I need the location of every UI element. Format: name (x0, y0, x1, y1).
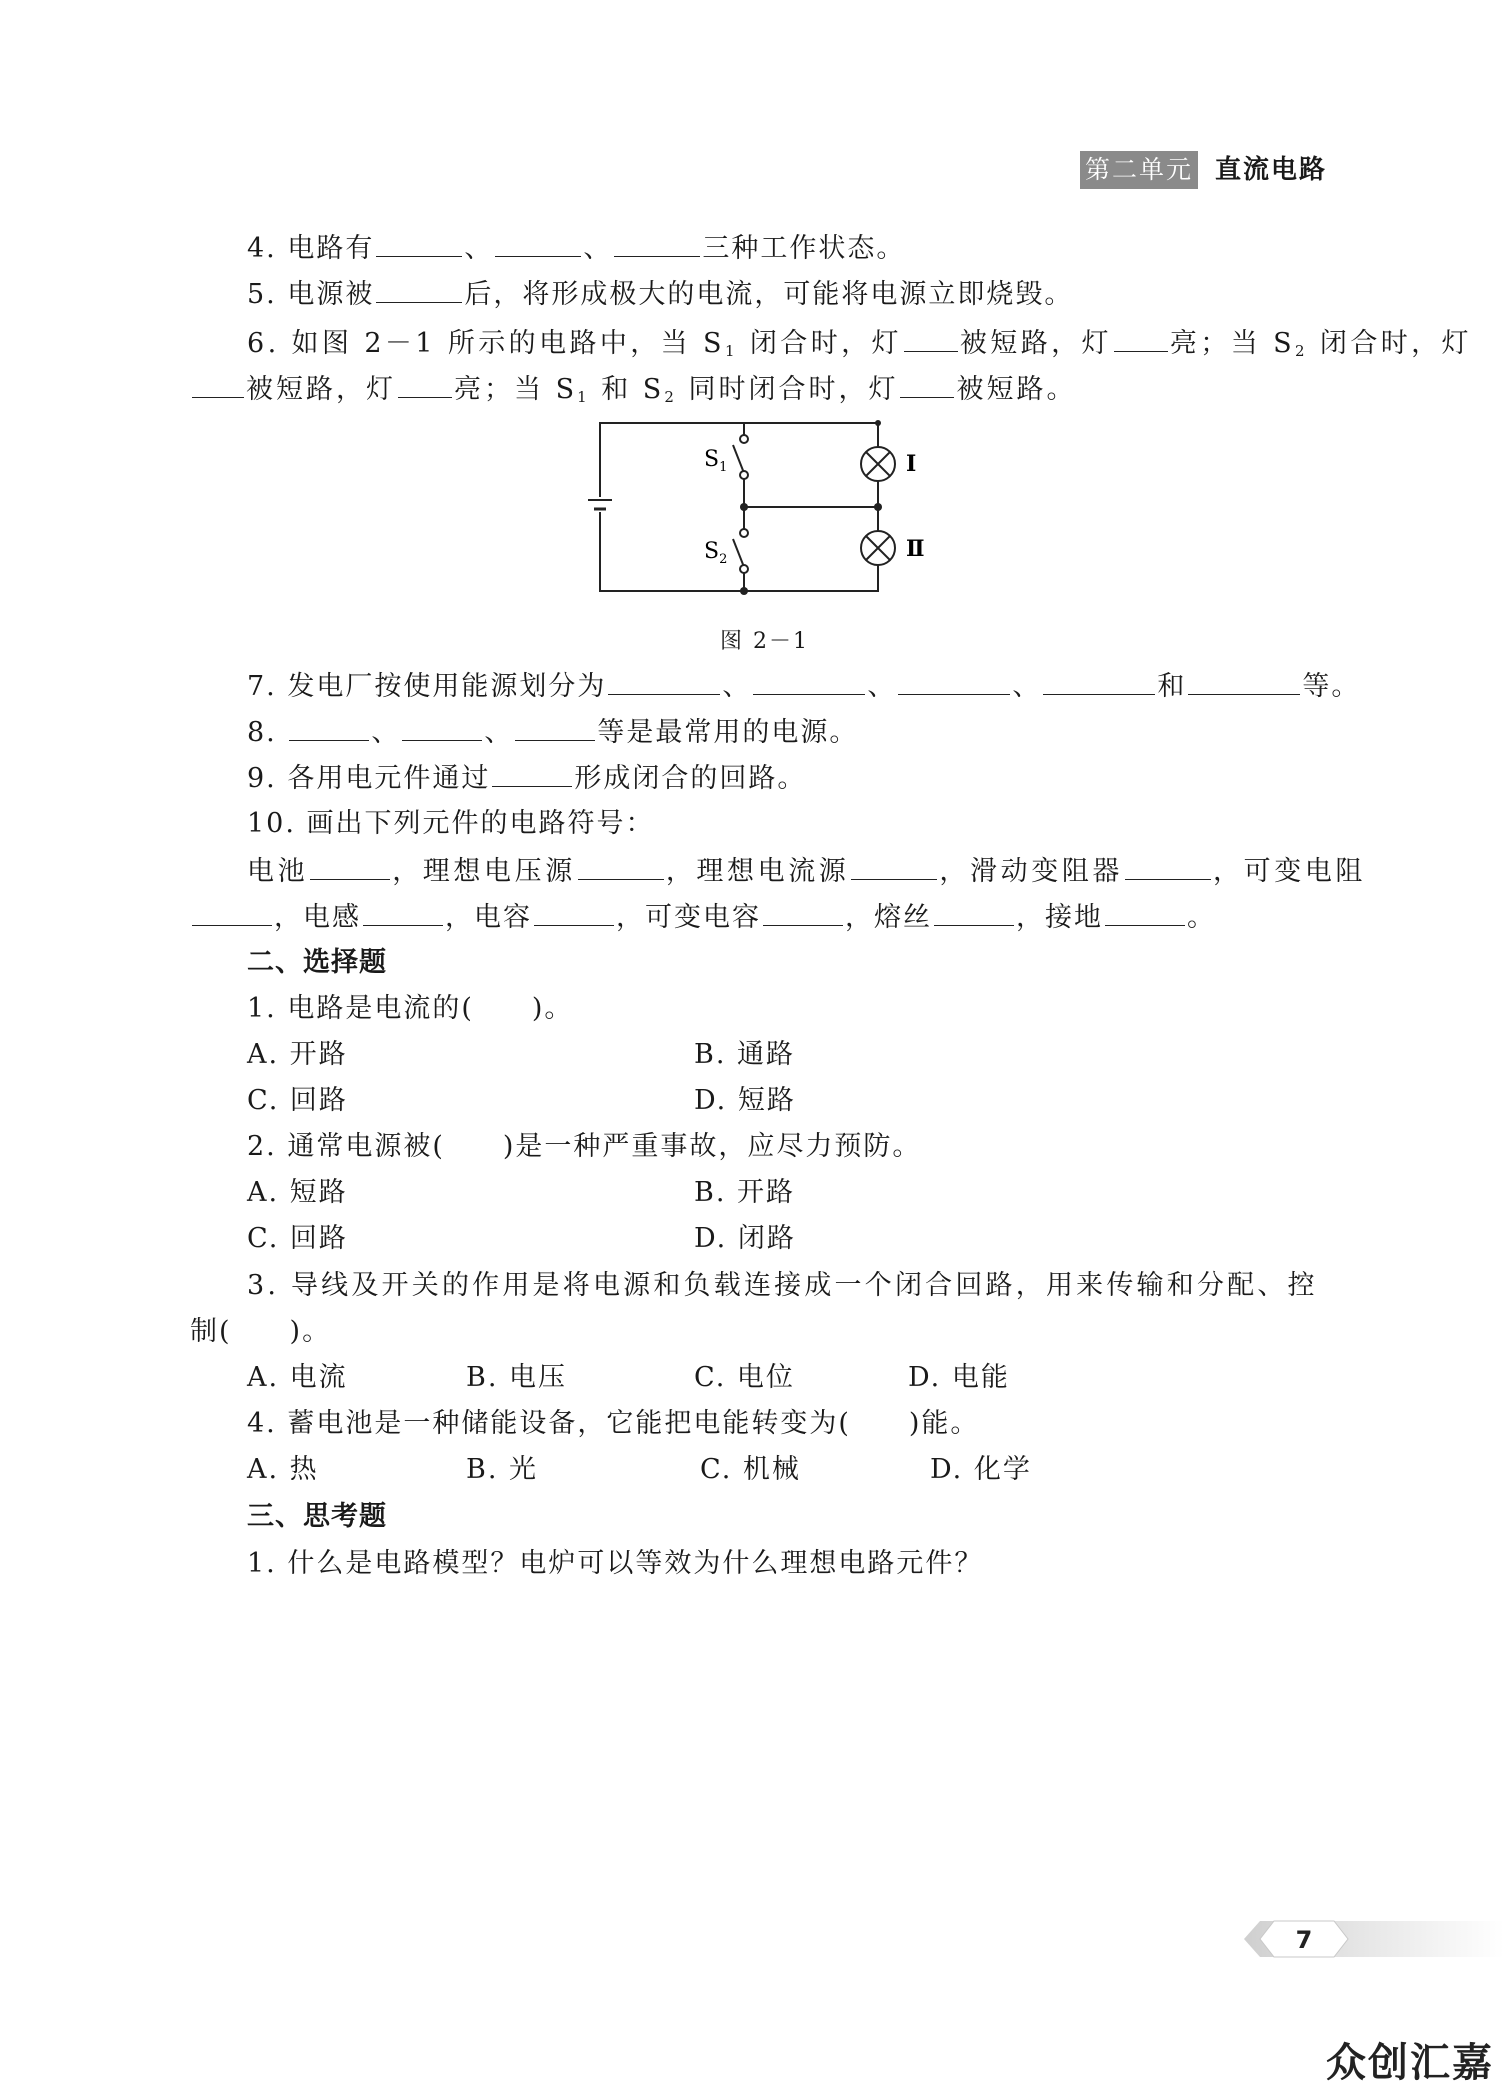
watermark: 众创汇嘉 (1326, 2040, 1494, 2086)
question-10-line2: ，电感 ，电容 ，可变电容 ，熔丝 ，接地 。 (190, 899, 1216, 936)
mc-2-stem: 2. 通常电源被( )是一种严重事故，应尽力预防。 (247, 1131, 922, 1162)
mc-2-option-d: D. 闭路 (694, 1223, 796, 1254)
question-6-line1: 6. 如图 2－1 所示的电路中，当 $S_1$ 闭合时，灯 被短路，灯 亮；当 $S_2$ 闭合时，灯 (247, 325, 1472, 369)
section-2-title: 二、选择题 (247, 947, 387, 978)
question-10-title: 10. 画出下列元件的电路符号： (247, 808, 655, 839)
mc-3-option-c: C. 电位 (694, 1362, 795, 1393)
mc-2-option-a: A. 短路 (247, 1177, 348, 1208)
mc-4-option-d: D. 化学 (930, 1454, 1032, 1485)
circuit-diagram (580, 415, 940, 605)
question-5: 5. 电源被 后，将形成极大的电流，可能将电源立即烧毁。 (247, 276, 1073, 313)
mc-3-stem-line2: 制( )。 (190, 1316, 332, 1347)
think-question-1: 1. 什么是电路模型？电炉可以等效为什么理想电路元件？ (247, 1548, 984, 1579)
question-9: 9. 各用电元件通过 形成闭合的回路。 (247, 760, 806, 797)
section-3-title: 三、思考题 (247, 1501, 387, 1532)
mc-3-option-a: A. 电流 (247, 1362, 348, 1393)
mc-3-option-d: D. 电能 (908, 1362, 1010, 1393)
mc-4-option-c: C. 机械 (700, 1454, 801, 1485)
question-7: 7. 发电厂按使用能源划分为 、 、 、 和 等。 (247, 668, 1360, 705)
figure-caption: 图 2－1 (720, 629, 809, 654)
mc-2-option-b: B. 开路 (694, 1177, 796, 1208)
lamp-1-label: I (906, 451, 917, 477)
lamp-2-label: Ⅱ (906, 536, 925, 562)
chapter-title: 直流电路 (1215, 155, 1328, 185)
mc-4-option-a: A. 热 (247, 1454, 319, 1485)
page-number-tab (1240, 1918, 1504, 1960)
mc-4-option-b: B. 光 (466, 1454, 539, 1485)
lamp-2-icon (861, 531, 895, 565)
question-8: 8. 、 、 等是最常用的电源。 (247, 714, 858, 751)
question-4: 4. 电路有 、 、 三种工作状态。 (247, 230, 905, 267)
unit-tag: 第二单元 (1080, 151, 1198, 189)
mc-1-option-a: A. 开路 (247, 1039, 348, 1070)
mc-1-option-d: D. 短路 (694, 1085, 796, 1116)
mc-3-stem-line1: 3. 导线及开关的作用是将电源和负载连接成一个闭合回路，用来传输和分配、控 (247, 1270, 1318, 1301)
mc-1-option-c: C. 回路 (247, 1085, 348, 1116)
mc-1-stem: 1. 电路是电流的( )。 (247, 993, 574, 1024)
lamp-1-icon (861, 447, 895, 481)
mc-1-option-b: B. 通路 (694, 1039, 796, 1070)
switch-s1-label: $S_1$ (704, 447, 728, 475)
page-number: 7 (1295, 1926, 1313, 1954)
question-10-line1: 电池 ，理想电压源 ，理想电流源 ，滑动变阻器 ，可变电阻 (247, 853, 1366, 890)
switch-s2-label: $S_2$ (704, 539, 728, 567)
mc-4-stem: 4. 蓄电池是一种储能设备，它能把电能转变为( )能。 (247, 1408, 980, 1439)
question-6-line2: 被短路，灯 亮；当 $S_1$ 和 $S_2$ 同时闭合时，灯 被短路。 (190, 371, 1076, 415)
mc-2-option-c: C. 回路 (247, 1223, 348, 1254)
mc-3-option-b: B. 电压 (466, 1362, 568, 1393)
